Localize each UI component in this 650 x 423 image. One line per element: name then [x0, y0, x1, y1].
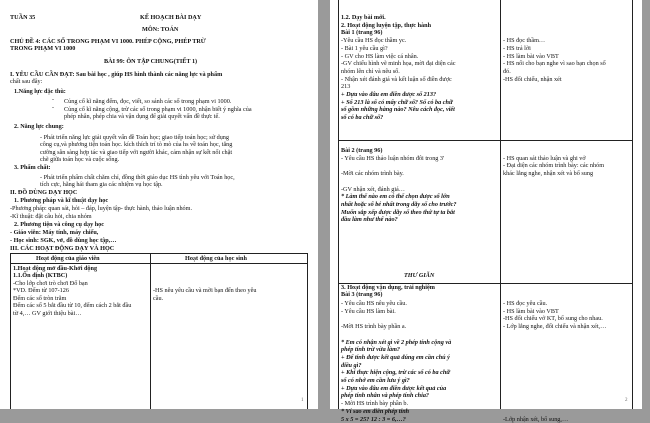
table-cell-teacher: Đếm các số 5 bắt đầu từ 10, đếm cách 2 bắt đầu	[13, 302, 132, 309]
teacher-activity: - Yêu cầu HS thảo luận nhóm đôi trong 3'	[341, 154, 445, 162]
page-number: 1	[301, 398, 304, 403]
text-line: công cụ,và phương tiện toán học. kích thích trí tò mò của hs về toán học, tăng	[40, 141, 233, 148]
table-cell-teacher: 1.1.Ổn định (KTBC)	[13, 272, 68, 279]
teacher-activity: + Khi thực hiện cộng, trừ các số có ba chữ	[341, 369, 451, 377]
text-line: 1.Năng lực đặc thù:	[14, 88, 66, 95]
teacher-activity: - GV cho HS làm việc cá nhân.	[341, 52, 419, 60]
text-line: II. ĐỒ DÙNG DẠY HỌC	[10, 189, 78, 196]
week-label: TUẦN 35	[10, 14, 36, 21]
text-line: Củng cố kĩ năng đếm, đọc, viết, so sánh các số trong phạm vi 1000.	[64, 98, 232, 105]
teacher-activity: 2. Hoạt động luyện tập, thực hành	[341, 21, 432, 29]
student-activity: - Lớp lắng nghe, đối chiếu và nhận xét,…	[503, 323, 607, 331]
student-activity: - Đại diện các nhóm trình bày: các nhóm	[503, 162, 605, 170]
teacher-activity: phép tính trừ vừa làm?	[341, 346, 400, 354]
student-activity: - HS nối cho bạn nghe vì sao bạn chọn số	[503, 60, 606, 68]
teacher-activity: đầu làm như thế nào?	[341, 216, 398, 224]
teacher-activity: Bài 3 (trang 96)	[341, 291, 383, 298]
text-line: chẽ giữa toán học và cuộc sống.	[40, 156, 120, 163]
text-line: 1. Phương pháp và kĩ thuật dạy học	[14, 197, 109, 204]
text-line: 3. Phẩm chất:	[14, 164, 51, 171]
lesson-title: BÀI 99: ÔN TẬP CHUNG(TIẾT 1)	[104, 58, 198, 65]
text-line: Củng cố kĩ năng cộng, trừ các số trong phạm vi 1000, nhận biết ý nghĩa của	[64, 106, 252, 113]
student-activity: - HS trả lời	[503, 44, 531, 52]
text-line: tích cực, hăng hái tham gia các nhiệm vụ học tập.	[40, 181, 163, 188]
table-rule	[307, 253, 308, 409]
teacher-activity: Bài 2 (trang 96)	[341, 147, 383, 154]
teacher-activity: - Nhận xét đánh giá và kết luận số điền được	[341, 75, 452, 83]
text-line: cường sẵn sàng hợp tác và giao tiếp với người khác, cảm nhận sự kết nối chặt	[40, 149, 233, 156]
text-line: 2. Năng lực chung:	[14, 123, 64, 130]
table-rule	[632, 0, 633, 409]
bullet-icon: -	[52, 105, 54, 111]
student-activity: - HS quan sát thảo luận và ghi vở	[503, 154, 586, 162]
teacher-activity: - Bài 1 yêu cầu gì?	[341, 44, 388, 52]
table-cell-teacher: *VD. Đếm từ 107-126	[13, 287, 69, 294]
text-line: III. CÁC HOẠT ĐỘNG DẠY VÀ HỌC	[10, 245, 115, 252]
teacher-activity: 5 x 5 = 25? 12 : 3 = 6,…?	[341, 415, 406, 423]
teacher-activity: * Ví sao em điền phép tính	[341, 407, 410, 415]
table-cell-student: cầu.	[153, 295, 164, 302]
subject-title: MÔN: TOÁN	[142, 26, 179, 33]
table-rule	[10, 263, 307, 264]
text-line: - Phát triển phẩm chất chăm chỉ, đồng thời giáo dục HS tình yêu với Toán học,	[40, 174, 235, 181]
bullet-icon: -	[52, 97, 54, 103]
teacher-activity: - Yêu cầu HS nêu yêu cầu.	[341, 300, 407, 307]
teacher-activity: số có nhớ em cần lưu ý gì?	[341, 377, 410, 384]
page-1	[0, 0, 318, 409]
student-activity: - HS làm bài vào VBT	[503, 52, 559, 60]
table-cell-teacher: từ 4,… GV giới thiệu bài…	[13, 310, 82, 317]
teacher-activity: * Em có nhận xét gì về 2 phép tính cộng và	[341, 338, 452, 346]
teacher-activity: số có ba chữ số?	[341, 114, 384, 122]
text-line: chất sau đây:	[10, 78, 43, 85]
table-cell-student: -HS nêu yêu cầu và mời bạn đến theo yêu	[153, 287, 257, 294]
teacher-activity: -Mời HS trình bày phần a.	[341, 323, 407, 331]
page-2	[330, 0, 642, 423]
relax-label: THƯ GIÃN	[404, 272, 435, 279]
table-rule	[500, 0, 501, 409]
table-cell-teacher: 1.Hoạt động mở đầu-Khởi động	[13, 265, 98, 272]
teacher-activity: - Mời HS trình bày phần b.	[341, 400, 409, 408]
teacher-activity: số gồm những hàng nào? Nêu cách đọc, viết	[341, 106, 455, 114]
table-header-teacher: Hoạt động của giáo viên	[36, 255, 100, 262]
student-activity: -Lớp nhận xét, bổ sung,…	[503, 415, 569, 423]
table-rule	[10, 253, 11, 409]
text-line: phép nhân, phép chia và vận dụng để giải quyết vấn đề thực tế.	[64, 113, 220, 120]
teacher-activity: -Mời các nhóm trình bày.	[341, 170, 404, 178]
plan-title: KẾ HOẠCH BÀI DẠY	[140, 14, 202, 21]
teacher-activity: + Số 213 là số có mấy chữ số? Số có ba chữ	[341, 98, 453, 106]
student-activity: -HS đối chiếu vở KT, bổ sung cho nhau.	[503, 315, 603, 323]
teacher-activity: -GV chiếu hình vẽ minh họa, mời đại diện các	[341, 60, 456, 68]
student-activity: - HS đọc thầm…	[503, 37, 546, 45]
teacher-activity: -Yêu cầu HS đọc thầm yc.	[341, 37, 407, 45]
teacher-activity: -GV nhận xét, đánh giá…	[341, 185, 405, 193]
text-line: I. YÊU CẦU CẦN ĐẠT: Sau bài học , giúp HS hình thành các năng lực và phẩm	[10, 71, 223, 78]
text-line: 2. Phương tiện và công cụ dạy học	[14, 221, 104, 228]
student-activity: đó.	[503, 67, 511, 75]
table-rule	[150, 253, 151, 409]
student-activity: - HS đọc yêu cầu.	[503, 300, 548, 307]
teacher-activity: 1.2. Dạy bài mới.	[341, 14, 386, 21]
text-line: - Phát triển năng lực giải quyết vấn đề Toán học; giao tiếp toán học; sử dụng	[40, 134, 229, 141]
teacher-activity: + Dựa vào đâu em điền được kết quả của	[341, 384, 447, 392]
table-header-student: Hoạt động của học sinh	[185, 255, 247, 262]
student-activity: -HS đối chiếu, nhận xét	[503, 75, 562, 83]
teacher-activity: nhất hoặc số bé nhất trong dãy số cho trước?	[341, 200, 457, 208]
text-line: - Học sinh: SGK, vở, đồ dùng học tập,…	[10, 237, 117, 244]
teacher-activity: điều gì?	[341, 361, 362, 369]
table-cell-teacher: Đếm các số tròn trăm	[13, 295, 67, 302]
text-line: -Kĩ thuật: đặt câu hỏi, chia nhóm	[10, 213, 92, 220]
teacher-activity: Bài 1 (trang 96)	[341, 29, 383, 37]
teacher-activity: * Làm thế nào em có thể chọn được số lớn	[341, 193, 450, 201]
teacher-activity: - Yêu cầu HS làm bài.	[341, 307, 396, 315]
topic-line-1: CHỦ ĐỀ 4: CÁC SỐ TRONG PHẠM VI 1000. PHÉP CỘNG, PHÉP TRỪ	[10, 38, 206, 45]
teacher-activity: Muốn sắp xếp được dãy số theo thứ tự ta bắt	[341, 208, 455, 216]
teacher-activity: + Dựa vào đâu em điền được số 213?	[341, 91, 437, 98]
teacher-activity: + Để tính được kết quả đúng em cần chú ý	[341, 353, 450, 361]
table-rule	[338, 0, 339, 409]
table-rule	[10, 253, 307, 254]
student-activity: - HS làm bài vào VBT	[503, 307, 559, 315]
text-line: -Phương pháp: quan sát, hỏi – đáp, luyện tập- thực hành, thảo luận nhóm.	[10, 205, 192, 212]
teacher-activity: 3. Hoạt động vận dụng, trải nghiệm	[341, 284, 435, 291]
table-cell-teacher: -Cho lớp chơi trò chơi Đố bạn	[13, 280, 88, 287]
teacher-activity: phép tính nhân và phép tính chia?	[341, 392, 430, 400]
table-rule	[338, 140, 632, 141]
teacher-activity: 213	[341, 83, 351, 91]
text-line: - Giáo viên: Máy tính, máy chiếu,	[10, 229, 99, 236]
teacher-activity: nhóm lên chỉ và nêu số.	[341, 67, 400, 75]
topic-line-2: TRONG PHẠM VI 1000	[10, 45, 76, 52]
student-activity: khác lắng nghe, nhận xét và bổ sung	[503, 170, 594, 178]
page-number: 2	[625, 398, 628, 403]
